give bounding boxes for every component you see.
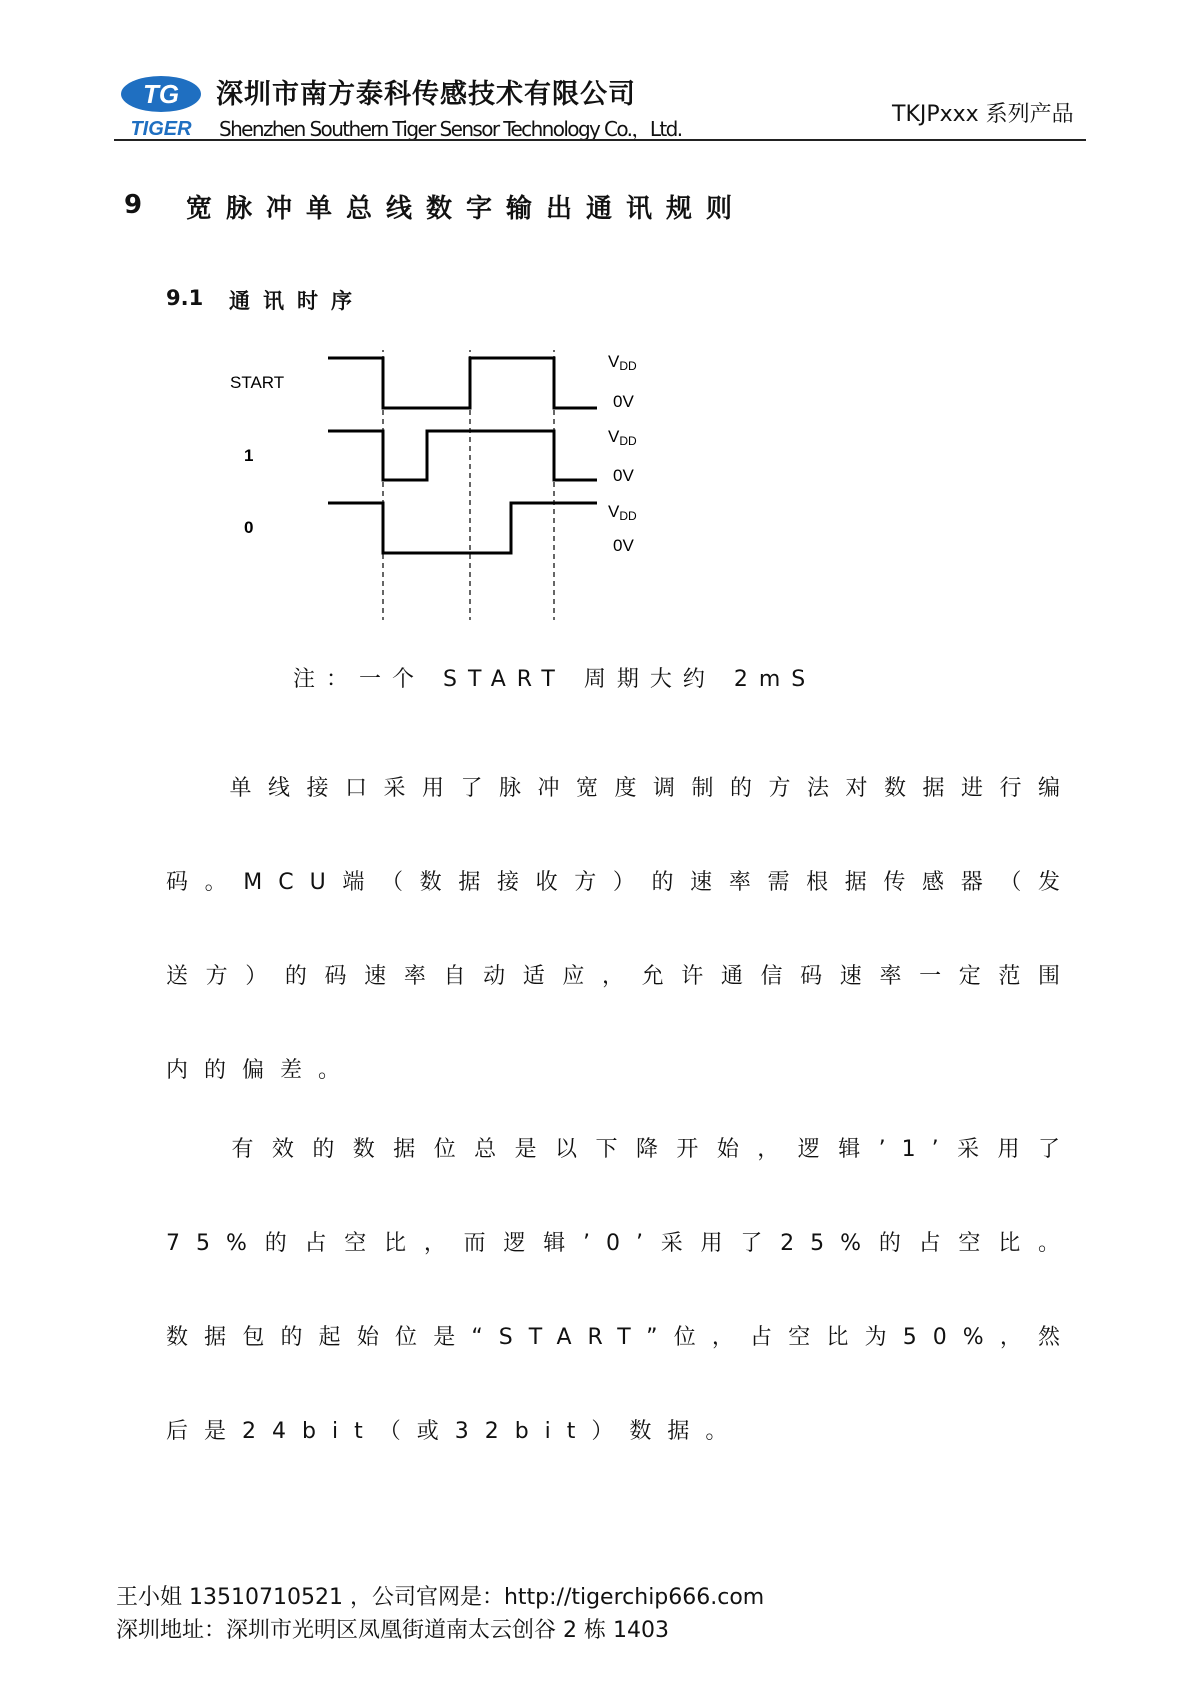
timing-note: 注：一个 START 周期大约 2mS	[293, 667, 817, 692]
company-name-en: Shenzhen Southern Tiger Sensor Technology Co.，Ltd.	[219, 117, 682, 141]
signal-label-start: START	[230, 373, 285, 392]
logo-wordmark: TIGER	[130, 118, 192, 140]
vdd-label: VDD	[608, 427, 637, 448]
zero-volt-label: 0V	[613, 466, 634, 485]
bit-1-waveform	[328, 431, 597, 480]
signal-label-0: 0	[244, 518, 254, 537]
subsection-title: 通讯时序	[229, 289, 365, 313]
zero-volt-label: 0V	[613, 536, 634, 555]
paragraph-text: 有效的数据位总是以下降开始，逻辑’1’采用了75%的占空比，而逻辑’0’采用了25%的占空比。数据包的起始位是“START”位，占空比为50%，然后是24bit（或32bit）数据。	[166, 1137, 1076, 1444]
start-waveform	[328, 358, 597, 408]
body-paragraph	[166, 742, 1076, 1118]
header-divider	[114, 139, 1086, 141]
vdd-label: VDD	[608, 502, 637, 523]
footer-contact: 王小姐 13510710521 ，公司官网是：http://tigerchip666.com	[116, 1585, 765, 1610]
subsection-number: 9.1	[166, 286, 204, 310]
vdd-label: VDD	[608, 352, 637, 373]
product-series: TKJPxxx 系列产品	[892, 102, 1074, 127]
company-name-cn: 深圳市南方泰科传感技术有限公司	[216, 79, 636, 110]
section-title: 宽脉冲单总线数字输出通讯规则	[186, 194, 747, 224]
signal-label-1: 1	[244, 446, 254, 465]
bit-0-waveform	[328, 503, 597, 553]
body-paragraph	[166, 1103, 1076, 1479]
timing-diagram	[230, 350, 710, 630]
section-number: 9	[124, 190, 143, 220]
zero-volt-label: 0V	[613, 392, 634, 411]
paragraph-text: 单线接口采用了脉冲宽度调制的方法对数据进行编码。MCU端（数据接收方）的速率需根据传感器（发送方）的码速率自动适应，允许通信码速率一定范围内的偏差。	[166, 776, 1076, 1083]
logo-letters: TG	[142, 79, 180, 109]
footer-address: 深圳地址：深圳市光明区凤凰街道南太云创谷 2 栋 1403	[116, 1618, 669, 1643]
company-logo	[118, 66, 204, 140]
